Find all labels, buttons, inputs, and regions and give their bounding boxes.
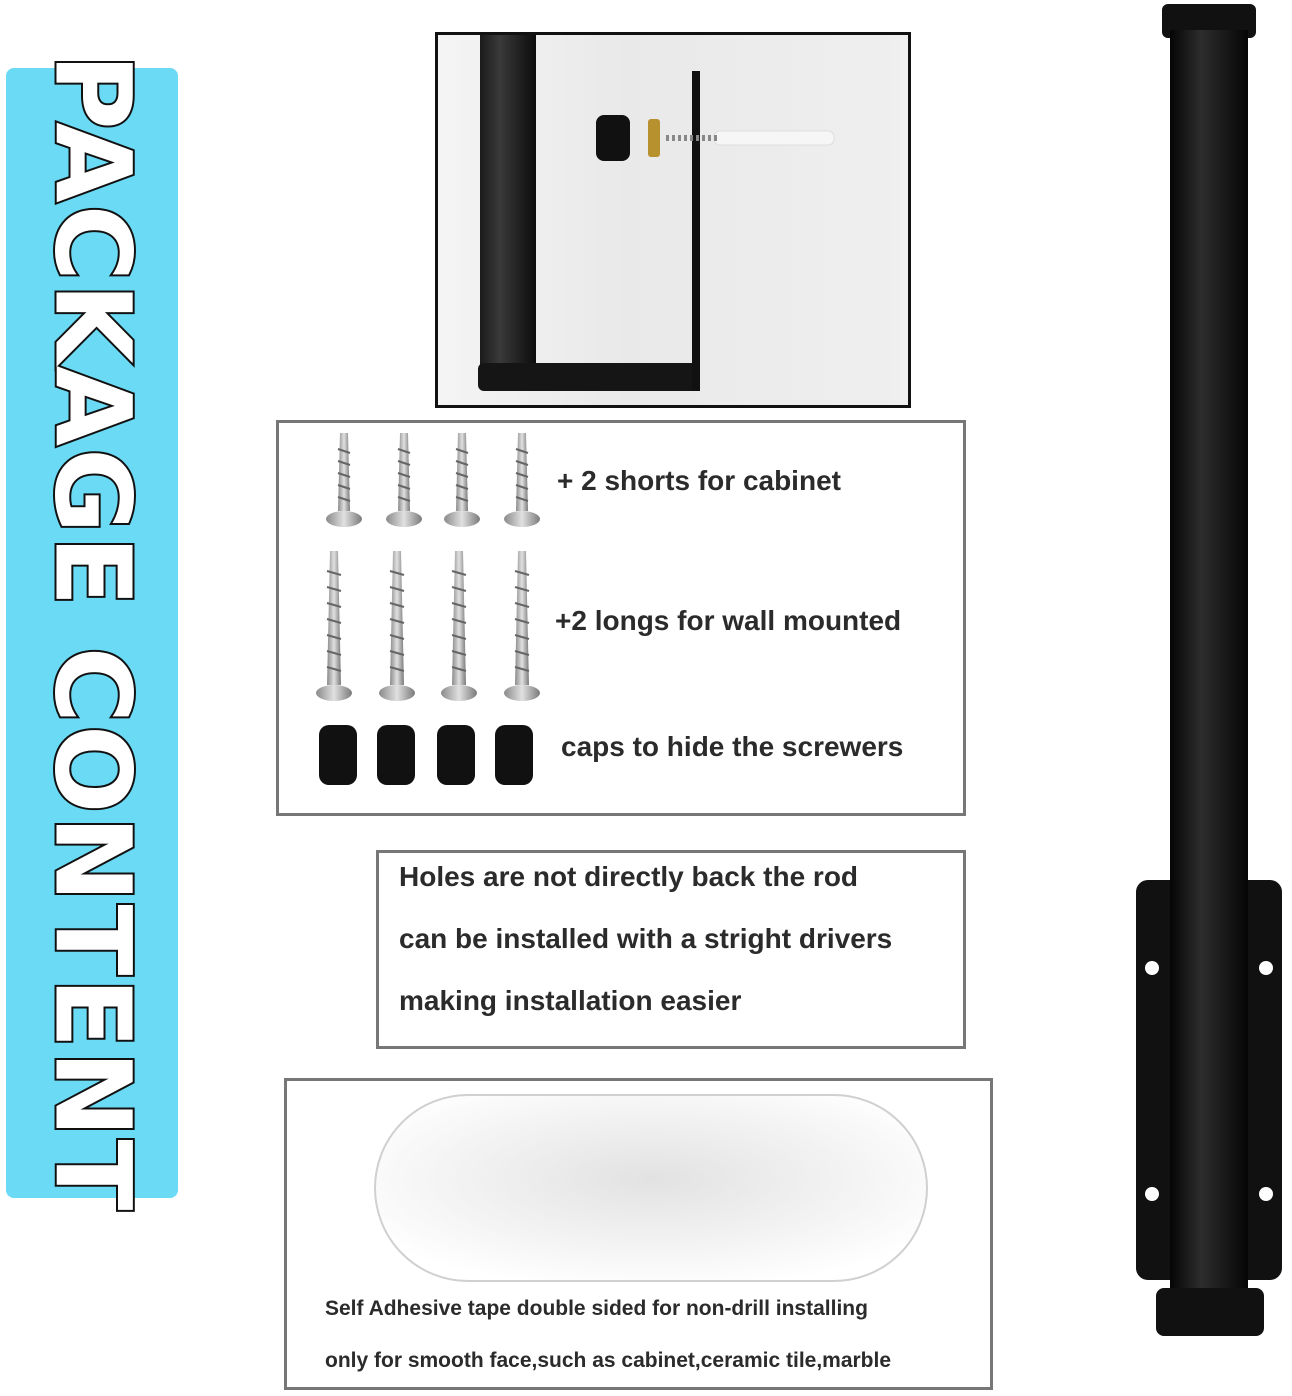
long-screw-icon (316, 551, 540, 701)
banner-text-wrap (6, 53, 178, 1213)
long-screws-label: +2 longs for wall mounted (555, 605, 902, 636)
installation-photo (435, 32, 911, 408)
banner-title: PACKAGE CONTENT (31, 53, 154, 1213)
installation-note (376, 850, 966, 1049)
note-line-3: making installation easier (399, 985, 742, 1016)
black-towel-rod-icon (1132, 0, 1292, 1340)
parts-icons (299, 429, 559, 809)
short-screws-label: + 2 shorts for cabinet (557, 465, 841, 496)
parts-list (276, 420, 966, 816)
rod-bracket-wall-cap-screw-illustration (438, 35, 908, 405)
note-line-2: can be installed with a stright drivers (399, 923, 893, 954)
short-screw-icon (326, 433, 540, 527)
tape-line-1: Self Adhesive tape double sided for non-drill installing (325, 1297, 868, 1320)
adhesive-tape-pad-icon (371, 1089, 931, 1289)
package-content-banner (6, 53, 178, 1213)
screw-cap-icon (319, 725, 533, 785)
adhesive-tape-panel (284, 1078, 993, 1390)
tape-line-2: only for smooth face,such as cabinet,ceramic tile,marble (325, 1349, 892, 1372)
caps-label: caps to hide the screwers (561, 731, 904, 762)
note-line-1: Holes are not directly back the rod (399, 861, 859, 892)
